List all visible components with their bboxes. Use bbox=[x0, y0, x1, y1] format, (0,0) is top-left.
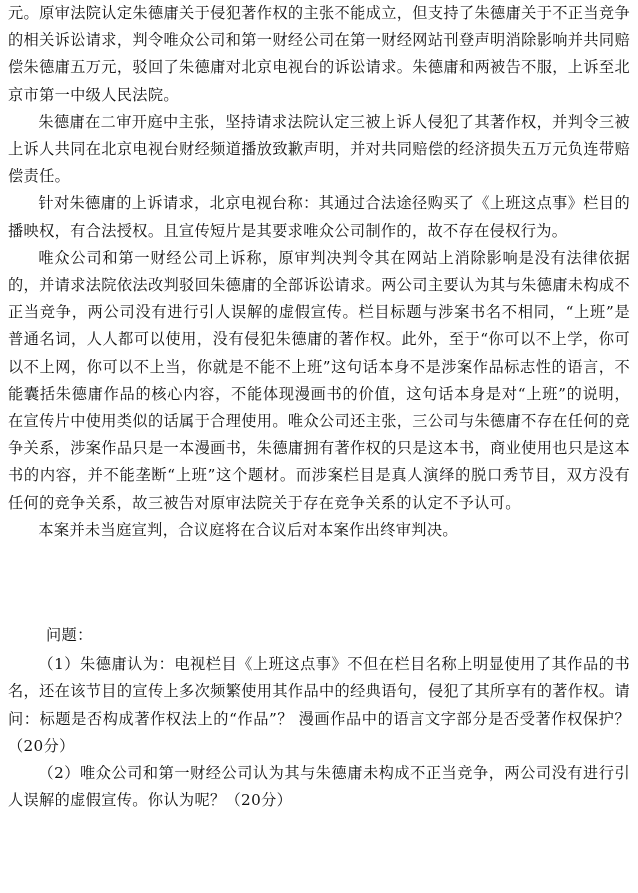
paragraph-ruling: 元。原审法院认定朱德庸关于侵犯著作权的主张不能成立，但支持了朱德庸关于不正当竞争的相关诉讼请求，判令唯众公司和第一财经公司在第一财经网站刊登声明消除影响并共同赔偿朱德庸五万元，驳回了朱德庸对北京电视台的诉讼请求。朱德庸和两被告不服，上诉至北京市第一中级人民法院。 bbox=[8, 4, 630, 104]
paragraph-btv-response: 针对朱德庸的上诉请求，北京电视台称：其通过合法途径购买了《上班这点事》栏目的播映权，有合法授权。且宣传短片是其要求唯众公司制作的，故不存在侵权行为。 bbox=[8, 194, 630, 240]
paragraph-companies-appeal: 唯众公司和第一财经公司上诉称，原审判决判令其在网站上消除影响是没有法律依据的，并请求法院依法改判驳回朱德庸的全部诉讼请求。两公司主要认为其与朱德庸未构成不正当竞争，两公司没有进行引人误解的虚假宣传。栏目标题与涉案书名不相同，“上班”是普通名词，人人都可以使用，没有侵犯朱德庸的著作权。此外，至于“你可以不上学，你可以不上网，你可以不上当，你就是不能不上班”这句话本身不是涉案作品标志性的语言，不能囊括朱德庸作品的核心内容，不能体现漫画书的价值，这句话本身是对“上班”的说明，在宣传片中使用类似的话属于合理使用。唯众公司还主张，三公司与朱德庸不存在任何的竞争关系，涉案作品只是一本漫画书，朱德庸拥有著作权的只是这本书，商业使用也只是这本书的内容，并不能垄断“上班”这个题材。而涉案栏目是真人演绎的脱口秀节目，双方没有任何的竞争关系，故三被告对原审法院关于存在竞争关系的认定不予认可。 bbox=[8, 248, 630, 512]
questions-heading: 问题： bbox=[46, 626, 93, 644]
paragraph-pending-judgment: 本案并未当庭宣判，合议庭将在合议后对本案作出终审判决。 bbox=[38, 520, 458, 539]
questions-section bbox=[8, 622, 630, 814]
question-1: （1）朱德庸认为：电视栏目《上班这点事》不但在栏目名称上明显使用了其作品的书名，还在该节目的宣传上多次频繁使用其作品中的经典语句，侵犯了其所享有的著作权。请问：标题是否构成著作权法上的“作品”？ 漫画作品中的语言文字部分是否受著作权保护？（20分） bbox=[8, 655, 630, 755]
case-body bbox=[8, 0, 630, 544]
paragraph-appeal-zhu: 朱德庸在二审开庭中主张，坚持请求法院认定三被上诉人侵犯了其著作权，并判令三被上诉人共同在北京电视台财经频道播放致歉声明，并对共同赔偿的经济损失五万元负连带赔偿责任。 bbox=[8, 112, 630, 186]
question-2: （2）唯众公司和第一财经公司认为其与朱德庸未构成不正当竞争，两公司没有进行引人误解的虚假宣传。你认为呢？（20分） bbox=[8, 764, 630, 810]
